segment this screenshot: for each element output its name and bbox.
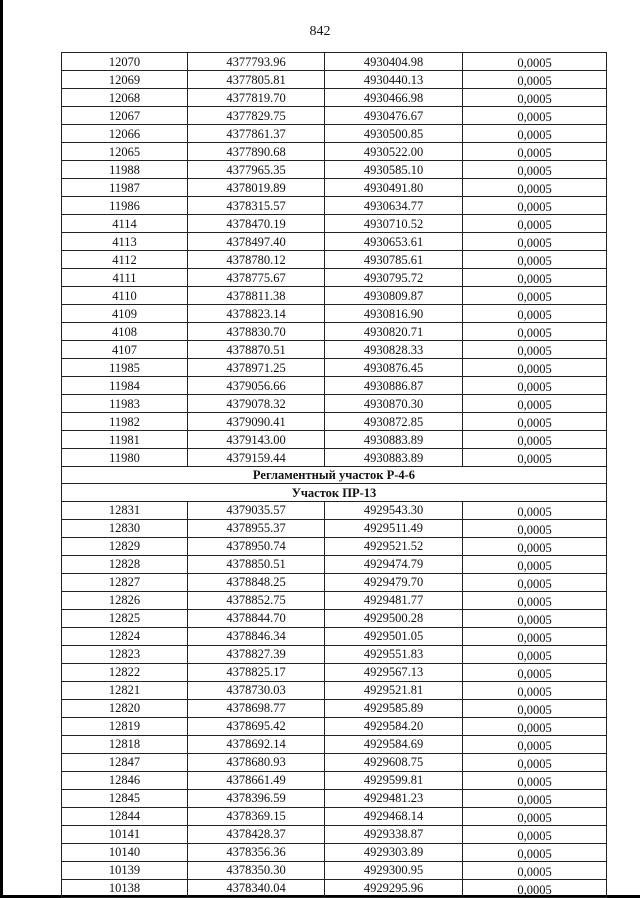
x-coordinate-cell: 4378692.14 xyxy=(188,735,325,753)
accuracy-cell: 0,0005 xyxy=(463,879,607,897)
table-row xyxy=(62,789,607,807)
x-coordinate-cell: 4378369.15 xyxy=(188,807,325,825)
x-coordinate-cell: 4377819.70 xyxy=(188,89,325,107)
point-number-cell: 12070 xyxy=(62,53,188,71)
accuracy-cell: 0,0005 xyxy=(463,251,607,269)
x-coordinate-cell: 4377861.37 xyxy=(188,125,325,143)
point-number-cell: 11987 xyxy=(62,179,188,197)
point-number-cell: 12825 xyxy=(62,609,188,627)
y-coordinate-cell: 4930820.71 xyxy=(325,323,463,341)
y-coordinate-cell: 4930876.45 xyxy=(325,359,463,377)
x-coordinate-cell: 4377829.75 xyxy=(188,107,325,125)
table-row xyxy=(62,179,607,197)
y-coordinate-cell: 4929303.89 xyxy=(325,843,463,861)
y-coordinate-cell: 4930522.00 xyxy=(325,143,463,161)
y-coordinate-cell: 4930440.13 xyxy=(325,71,463,89)
accuracy-cell: 0,0005 xyxy=(463,215,607,233)
table-row xyxy=(62,699,607,717)
table-row xyxy=(62,197,607,215)
accuracy-cell: 0,0005 xyxy=(463,125,607,143)
point-number-cell: 10139 xyxy=(62,861,188,879)
point-number-cell: 4114 xyxy=(62,215,188,233)
page-number: 842 xyxy=(309,24,331,39)
table-row xyxy=(62,519,607,537)
table-row xyxy=(62,735,607,753)
x-coordinate-cell: 4378396.59 xyxy=(188,789,325,807)
point-number-cell: 12065 xyxy=(62,143,188,161)
point-number-cell: 12846 xyxy=(62,771,188,789)
table-row xyxy=(62,879,607,897)
x-coordinate-cell: 4378340.04 xyxy=(188,879,325,897)
accuracy-cell: 0,0005 xyxy=(463,359,607,377)
table-row xyxy=(62,89,607,107)
accuracy-cell: 0,0005 xyxy=(463,431,607,449)
x-coordinate-cell: 4379078.32 xyxy=(188,395,325,413)
point-number-cell: 4111 xyxy=(62,269,188,287)
accuracy-cell: 0,0005 xyxy=(463,735,607,753)
point-number-cell: 11982 xyxy=(62,413,188,431)
table-row xyxy=(62,395,607,413)
y-coordinate-cell: 4930795.72 xyxy=(325,269,463,287)
point-number-cell: 11980 xyxy=(62,449,188,467)
accuracy-cell: 0,0005 xyxy=(463,753,607,771)
accuracy-cell: 0,0005 xyxy=(463,107,607,125)
table-row xyxy=(62,537,607,555)
y-coordinate-cell: 4929511.49 xyxy=(325,519,463,537)
accuracy-cell: 0,0005 xyxy=(463,233,607,251)
accuracy-cell: 0,0005 xyxy=(463,843,607,861)
section-title: Регламентный участок Р-4-6 xyxy=(62,467,607,484)
table-row xyxy=(62,627,607,645)
table-row xyxy=(62,341,607,359)
accuracy-cell: 0,0005 xyxy=(463,789,607,807)
point-number-cell: 4112 xyxy=(62,251,188,269)
y-coordinate-cell: 4929479.70 xyxy=(325,573,463,591)
y-coordinate-cell: 4930491.80 xyxy=(325,179,463,197)
accuracy-cell: 0,0005 xyxy=(463,519,607,537)
y-coordinate-cell: 4929468.14 xyxy=(325,807,463,825)
point-number-cell: 11983 xyxy=(62,395,188,413)
table-row xyxy=(62,323,607,341)
table-row xyxy=(62,681,607,699)
table-row xyxy=(62,501,607,519)
x-coordinate-cell: 4378315.57 xyxy=(188,197,325,215)
point-number-cell: 12069 xyxy=(62,71,188,89)
point-number-cell: 12828 xyxy=(62,555,188,573)
point-number-cell: 4107 xyxy=(62,341,188,359)
table-row xyxy=(62,71,607,89)
table-row xyxy=(62,359,607,377)
point-number-cell: 10141 xyxy=(62,825,188,843)
accuracy-cell: 0,0005 xyxy=(463,305,607,323)
x-coordinate-cell: 4379035.57 xyxy=(188,501,325,519)
y-coordinate-cell: 4929295.96 xyxy=(325,879,463,897)
point-number-cell: 12847 xyxy=(62,753,188,771)
table-row xyxy=(62,843,607,861)
x-coordinate-cell: 4378971.25 xyxy=(188,359,325,377)
x-coordinate-cell: 4378846.34 xyxy=(188,627,325,645)
point-number-cell: 12819 xyxy=(62,717,188,735)
table-row xyxy=(62,771,607,789)
scan-border-left xyxy=(0,0,3,898)
x-coordinate-cell: 4378775.67 xyxy=(188,269,325,287)
point-number-cell: 11981 xyxy=(62,431,188,449)
point-number-cell: 4113 xyxy=(62,233,188,251)
x-coordinate-cell: 4378698.77 xyxy=(188,699,325,717)
accuracy-cell: 0,0005 xyxy=(463,717,607,735)
table-row xyxy=(62,717,607,735)
accuracy-cell: 0,0005 xyxy=(463,609,607,627)
y-coordinate-cell: 4929567.13 xyxy=(325,663,463,681)
x-coordinate-cell: 4378680.93 xyxy=(188,753,325,771)
table-row xyxy=(62,861,607,879)
x-coordinate-cell: 4377805.81 xyxy=(188,71,325,89)
point-number-cell: 12068 xyxy=(62,89,188,107)
table-row xyxy=(62,431,607,449)
point-number-cell: 12823 xyxy=(62,645,188,663)
table-row xyxy=(62,449,607,467)
x-coordinate-cell: 4378497.40 xyxy=(188,233,325,251)
y-coordinate-cell: 4930500.85 xyxy=(325,125,463,143)
y-coordinate-cell: 4930785.61 xyxy=(325,251,463,269)
x-coordinate-cell: 4378661.49 xyxy=(188,771,325,789)
y-coordinate-cell: 4929501.05 xyxy=(325,627,463,645)
x-coordinate-cell: 4378827.39 xyxy=(188,645,325,663)
y-coordinate-cell: 4929300.95 xyxy=(325,861,463,879)
x-coordinate-cell: 4378823.14 xyxy=(188,305,325,323)
table-row xyxy=(62,825,607,843)
table-group-2 xyxy=(62,501,607,897)
y-coordinate-cell: 4929481.77 xyxy=(325,591,463,609)
table-row xyxy=(62,251,607,269)
accuracy-cell: 0,0005 xyxy=(463,861,607,879)
y-coordinate-cell: 4930872.85 xyxy=(325,413,463,431)
point-number-cell: 11986 xyxy=(62,197,188,215)
table-row xyxy=(62,161,607,179)
x-coordinate-cell: 4377890.68 xyxy=(188,143,325,161)
subsection-title: Участок ПР-13 xyxy=(62,484,607,501)
point-number-cell: 11984 xyxy=(62,377,188,395)
y-coordinate-cell: 4929599.81 xyxy=(325,771,463,789)
table-row xyxy=(62,591,607,609)
accuracy-cell: 0,0005 xyxy=(463,143,607,161)
point-number-cell: 4110 xyxy=(62,287,188,305)
x-coordinate-cell: 4378470.19 xyxy=(188,215,325,233)
x-coordinate-cell: 4378350.30 xyxy=(188,861,325,879)
y-coordinate-cell: 4930828.33 xyxy=(325,341,463,359)
table-row xyxy=(62,413,607,431)
x-coordinate-cell: 4378950.74 xyxy=(188,537,325,555)
table-row xyxy=(62,107,607,125)
table-row xyxy=(62,233,607,251)
accuracy-cell: 0,0005 xyxy=(463,501,607,519)
accuracy-cell: 0,0005 xyxy=(463,591,607,609)
table-row xyxy=(62,573,607,591)
y-coordinate-cell: 4930883.89 xyxy=(325,449,463,467)
accuracy-cell: 0,0005 xyxy=(463,771,607,789)
x-coordinate-cell: 4378848.25 xyxy=(188,573,325,591)
section-title-row xyxy=(62,467,607,484)
point-number-cell: 12827 xyxy=(62,573,188,591)
accuracy-cell: 0,0005 xyxy=(463,555,607,573)
point-number-cell: 12845 xyxy=(62,789,188,807)
y-coordinate-cell: 4930886.87 xyxy=(325,377,463,395)
y-coordinate-cell: 4929551.83 xyxy=(325,645,463,663)
accuracy-cell: 0,0005 xyxy=(463,449,607,467)
accuracy-cell: 0,0005 xyxy=(463,161,607,179)
accuracy-cell: 0,0005 xyxy=(463,537,607,555)
accuracy-cell: 0,0005 xyxy=(463,197,607,215)
x-coordinate-cell: 4379143.00 xyxy=(188,431,325,449)
accuracy-cell: 0,0005 xyxy=(463,179,607,197)
x-coordinate-cell: 4377793.96 xyxy=(188,53,325,71)
y-coordinate-cell: 4929608.75 xyxy=(325,753,463,771)
table-group-1 xyxy=(62,53,607,467)
accuracy-cell: 0,0005 xyxy=(463,645,607,663)
y-coordinate-cell: 4930653.61 xyxy=(325,233,463,251)
table-row xyxy=(62,807,607,825)
table-row xyxy=(62,53,607,71)
table-row xyxy=(62,269,607,287)
table-row xyxy=(62,555,607,573)
point-number-cell: 11988 xyxy=(62,161,188,179)
x-coordinate-cell: 4379090.41 xyxy=(188,413,325,431)
x-coordinate-cell: 4378695.42 xyxy=(188,717,325,735)
table-row xyxy=(62,753,607,771)
point-number-cell: 11985 xyxy=(62,359,188,377)
x-coordinate-cell: 4378844.70 xyxy=(188,609,325,627)
accuracy-cell: 0,0005 xyxy=(463,573,607,591)
point-number-cell: 12818 xyxy=(62,735,188,753)
x-coordinate-cell: 4378019.89 xyxy=(188,179,325,197)
table-row xyxy=(62,215,607,233)
table-row xyxy=(62,143,607,161)
table-row xyxy=(62,125,607,143)
table-row xyxy=(62,645,607,663)
y-coordinate-cell: 4929543.30 xyxy=(325,501,463,519)
y-coordinate-cell: 4930466.98 xyxy=(325,89,463,107)
accuracy-cell: 0,0005 xyxy=(463,663,607,681)
table-row xyxy=(62,287,607,305)
y-coordinate-cell: 4929481.23 xyxy=(325,789,463,807)
x-coordinate-cell: 4378852.75 xyxy=(188,591,325,609)
point-number-cell: 12844 xyxy=(62,807,188,825)
table-section-headers xyxy=(62,467,607,502)
y-coordinate-cell: 4930883.89 xyxy=(325,431,463,449)
y-coordinate-cell: 4929584.69 xyxy=(325,735,463,753)
y-coordinate-cell: 4929521.52 xyxy=(325,537,463,555)
table-row xyxy=(62,305,607,323)
accuracy-cell: 0,0005 xyxy=(463,395,607,413)
y-coordinate-cell: 4930710.52 xyxy=(325,215,463,233)
y-coordinate-cell: 4929338.87 xyxy=(325,825,463,843)
x-coordinate-cell: 4378780.12 xyxy=(188,251,325,269)
table-row xyxy=(62,377,607,395)
table-row xyxy=(62,609,607,627)
point-number-cell: 12820 xyxy=(62,699,188,717)
point-number-cell: 12829 xyxy=(62,537,188,555)
point-number-cell: 4108 xyxy=(62,323,188,341)
x-coordinate-cell: 4378811.38 xyxy=(188,287,325,305)
accuracy-cell: 0,0005 xyxy=(463,71,607,89)
x-coordinate-cell: 4378428.37 xyxy=(188,825,325,843)
y-coordinate-cell: 4929500.28 xyxy=(325,609,463,627)
y-coordinate-cell: 4930634.77 xyxy=(325,197,463,215)
point-number-cell: 4109 xyxy=(62,305,188,323)
y-coordinate-cell: 4930404.98 xyxy=(325,53,463,71)
x-coordinate-cell: 4378730.03 xyxy=(188,681,325,699)
accuracy-cell: 0,0005 xyxy=(463,807,607,825)
x-coordinate-cell: 4378825.17 xyxy=(188,663,325,681)
accuracy-cell: 0,0005 xyxy=(463,377,607,395)
accuracy-cell: 0,0005 xyxy=(463,341,607,359)
x-coordinate-cell: 4378850.51 xyxy=(188,555,325,573)
point-number-cell: 12067 xyxy=(62,107,188,125)
y-coordinate-cell: 4930476.67 xyxy=(325,107,463,125)
x-coordinate-cell: 4378830.70 xyxy=(188,323,325,341)
y-coordinate-cell: 4929521.81 xyxy=(325,681,463,699)
accuracy-cell: 0,0005 xyxy=(463,681,607,699)
coordinates-table xyxy=(61,52,607,898)
point-number-cell: 10138 xyxy=(62,879,188,897)
accuracy-cell: 0,0005 xyxy=(463,825,607,843)
accuracy-cell: 0,0005 xyxy=(463,323,607,341)
y-coordinate-cell: 4930870.30 xyxy=(325,395,463,413)
point-number-cell: 10140 xyxy=(62,843,188,861)
y-coordinate-cell: 4929474.79 xyxy=(325,555,463,573)
x-coordinate-cell: 4377965.35 xyxy=(188,161,325,179)
point-number-cell: 12831 xyxy=(62,501,188,519)
accuracy-cell: 0,0005 xyxy=(463,53,607,71)
accuracy-cell: 0,0005 xyxy=(463,699,607,717)
accuracy-cell: 0,0005 xyxy=(463,627,607,645)
point-number-cell: 12822 xyxy=(62,663,188,681)
accuracy-cell: 0,0005 xyxy=(463,89,607,107)
point-number-cell: 12821 xyxy=(62,681,188,699)
accuracy-cell: 0,0005 xyxy=(463,287,607,305)
x-coordinate-cell: 4378870.51 xyxy=(188,341,325,359)
subsection-title-row xyxy=(62,484,607,501)
y-coordinate-cell: 4930585.10 xyxy=(325,161,463,179)
table-row xyxy=(62,663,607,681)
accuracy-cell: 0,0005 xyxy=(463,413,607,431)
y-coordinate-cell: 4929584.20 xyxy=(325,717,463,735)
y-coordinate-cell: 4929585.89 xyxy=(325,699,463,717)
x-coordinate-cell: 4378955.37 xyxy=(188,519,325,537)
y-coordinate-cell: 4930816.90 xyxy=(325,305,463,323)
point-number-cell: 12826 xyxy=(62,591,188,609)
point-number-cell: 12830 xyxy=(62,519,188,537)
x-coordinate-cell: 4378356.36 xyxy=(188,843,325,861)
y-coordinate-cell: 4930809.87 xyxy=(325,287,463,305)
accuracy-cell: 0,0005 xyxy=(463,269,607,287)
x-coordinate-cell: 4379159.44 xyxy=(188,449,325,467)
x-coordinate-cell: 4379056.66 xyxy=(188,377,325,395)
point-number-cell: 12824 xyxy=(62,627,188,645)
point-number-cell: 12066 xyxy=(62,125,188,143)
